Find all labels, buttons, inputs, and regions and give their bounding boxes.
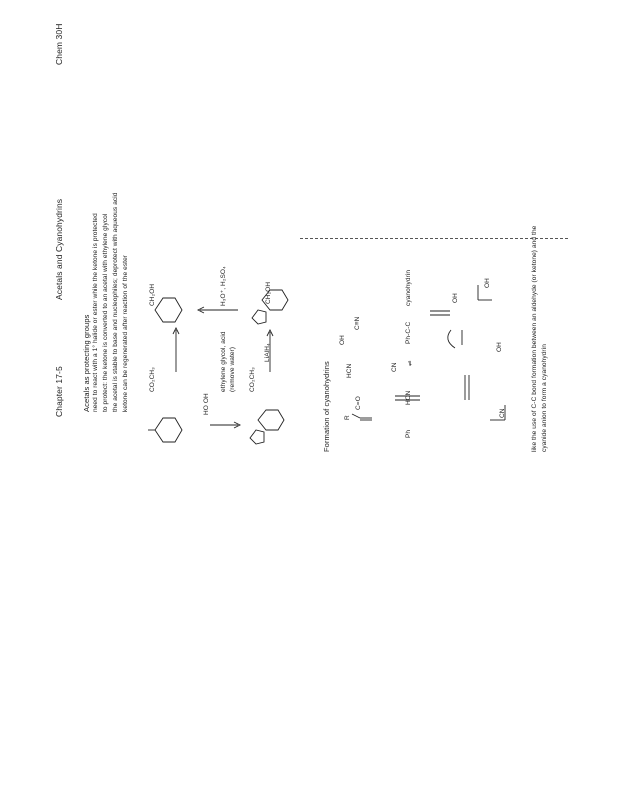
acetal-ester-label: CO₂CH₃ [249, 367, 256, 392]
r-group-label: R [344, 415, 351, 420]
product-cn: C≡N [354, 316, 361, 330]
dioxolane-ring [250, 430, 264, 444]
cyanohydrin-heading: Formation of cyanohydrins [322, 361, 331, 452]
protect-conditions-2: (remove water) [229, 346, 236, 392]
equilibrium-arrow: ⇌ [407, 360, 414, 366]
intro-line-2: to protect: the ketone is converted to an acetal with ethylene glycol [102, 213, 109, 412]
cyclohexanone-ring-2 [155, 298, 182, 322]
product-label: CH₂OH [265, 281, 272, 304]
cyanohydrin-note: cyanohydrin [405, 269, 412, 306]
ph-label: Ph [405, 429, 412, 438]
acetal-ring-1 [258, 410, 284, 430]
product-ketone-label: CH₂OH [149, 283, 156, 306]
intro-line-1: need to react with a 1° halide or ester while the ketone is protected [92, 213, 99, 412]
carbonyl-label: C=O [355, 396, 362, 410]
product-oh: OH [339, 335, 346, 345]
ethylene-glycol-label: HO OH [203, 393, 210, 415]
cn-label-2: CN [499, 408, 506, 418]
footer-line-1: like the use of C-C bond formation between an aldehyde (or ketone) and the [531, 225, 538, 452]
curved-arrow-1 [448, 330, 455, 348]
protect-conditions-1: ethylene glycol, acid [220, 331, 227, 392]
course-label: Chem 30H [54, 23, 64, 65]
reducer-label: LiAlH₄ [264, 343, 271, 362]
dioxolane-ring-2 [252, 310, 266, 324]
acetal-ring-2 [262, 290, 288, 310]
intro-line-3: the acetal is stable to base and nucleophiles; deprotect with aqueous acid [112, 192, 119, 412]
hcn-reagent: HCN [346, 363, 353, 378]
deprotect-label: H₃O⁺, H₂SO₄ [220, 266, 227, 306]
intro-heading: Acetals as protecting groups [82, 314, 91, 412]
oh-label-2: OH [496, 342, 503, 352]
ester-label: CO₂CH₃ [149, 367, 156, 392]
oh-label-1: OH [452, 293, 459, 303]
cyclohexanone-ring-1 [155, 418, 182, 442]
intro-line-4: ketone can be regenerated after reaction of the ester [122, 254, 129, 412]
r-bond [352, 414, 360, 418]
ph-intermediate: Ph-C-C [405, 321, 412, 344]
section-label: Chapter 17-5 [54, 366, 64, 417]
cn-ion-label: CN [391, 362, 398, 372]
oh-label-3: OH [484, 278, 491, 288]
page-title: Acetals and Cyanohydrins [54, 198, 64, 300]
hcn-label-2: HCN [405, 390, 412, 405]
footer-line-2: cyanide anion to form a cyanohydrin [541, 344, 548, 452]
